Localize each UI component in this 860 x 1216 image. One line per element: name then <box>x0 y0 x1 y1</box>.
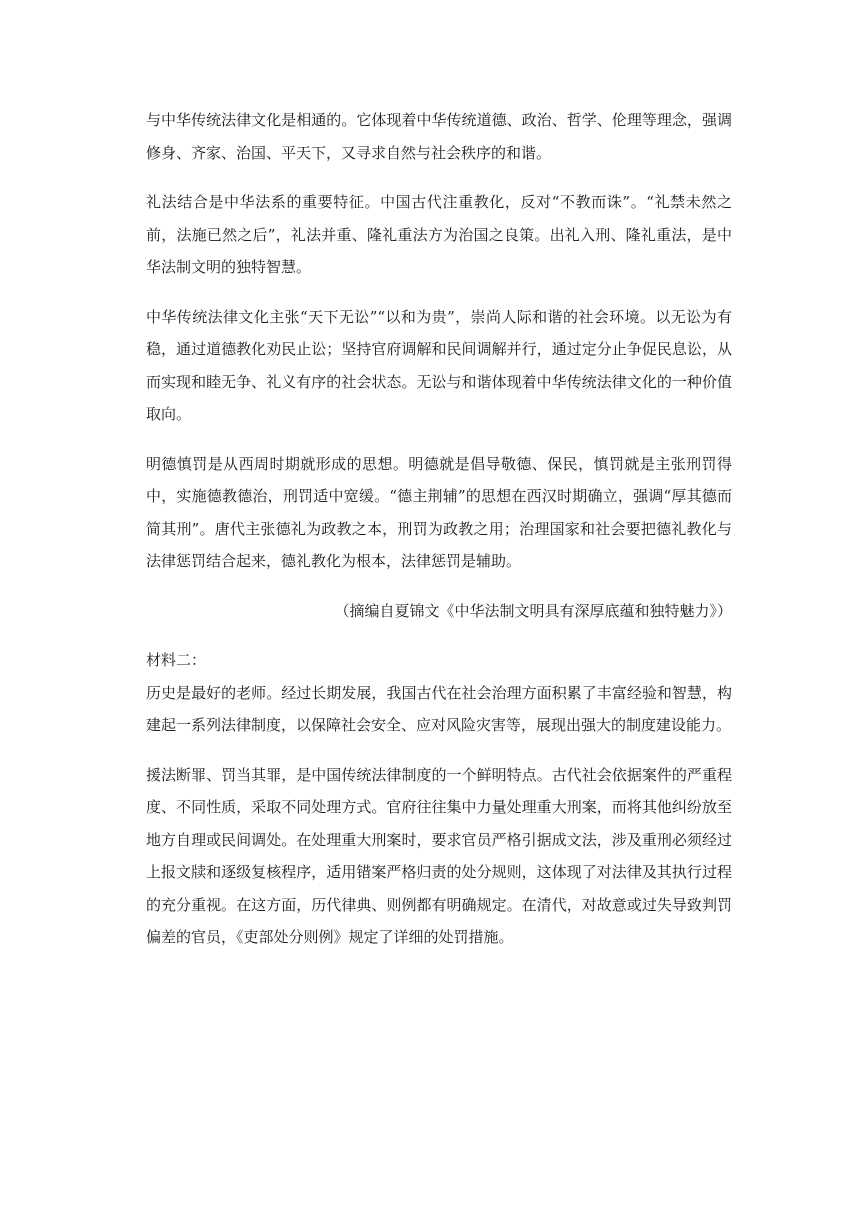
source-citation: （摘编自夏锦文《中华法制文明具有深厚底蕴和独特魅力》） <box>334 601 732 620</box>
paragraph-2: 礼法结合是中华法系的重要特征。中国古代注重教化，反对“不教而诛”。“礼禁未然之前，法施已然之后”，礼法并重、隆礼重法方为治国之良策。出礼入刑、隆礼重法，是中华法制文明的独特智慧。 <box>146 193 732 276</box>
paragraph-4: 明德慎罚是从西周时期就形成的思想。明德就是倡导敬德、保民，慎罚就是主张刑罚得中，实施德教德治，刑罚适中宽缓。“德主荆辅”的思想在西汉时期确立，强调“厚其德而简其刑”。唐代主张德礼为政教之本，刑罚为政教之用；治理国家和社会要把德礼教化与法律惩罚结合起来，德礼教化为根本，法律惩罚是辅助。 <box>146 454 732 570</box>
document-page <box>146 104 732 954</box>
paragraph-1: 与中华传统法律文化是相通的。它体现着中华传统道德、政治、哲学、伦理等理念，强调修身、齐家、治国、平天下，又寻求自然与社会秩序的和谐。 <box>146 111 732 162</box>
paragraph-3: 中华传统法律文化主张“天下无讼”“以和为贵”，崇尚人际和谐的社会环境。以无讼为有稳，通过道德教化劝民止讼；坚持官府调解和民间调解并行，通过定分止争促民息讼，从而实现和睦无争、礼义有序的社会状态。无讼与和谐体现着中华传统法律文化的一种价值取向。 <box>146 307 732 423</box>
material-2-paragraph-1: 历史是最好的老师。经过长期发展，我国古代在社会治理方面积累了丰富经验和智慧，构建起一系列法律制度，以保障社会安全、应对风险灾害等，展现出强大的制度建设能力。 <box>146 683 732 734</box>
material-2-paragraph-2: 援法断罪、罚当其罪，是中国传统法律制度的一个鲜明特点。古代社会依据案件的严重程度、不同性质，采取不同处理方式。官府往往集中力量处理重大刑案，而将其他纠纷放至地方自理或民间调处。在处理重大刑案时，要求官员严格引据成文法，涉及重刑必须经过上报文牍和逐级复核程序，适用错案严格归责的处分规则，这体现了对法律及其执行过程的充分重视。在这方面，历代律典、则例都有明确规定。在清代，对故意或过失导致判罚偏差的官员，《吏部处分则例》规定了详细的处罚措施。 <box>146 765 732 946</box>
material-2-heading: 材料二： <box>146 651 207 669</box>
